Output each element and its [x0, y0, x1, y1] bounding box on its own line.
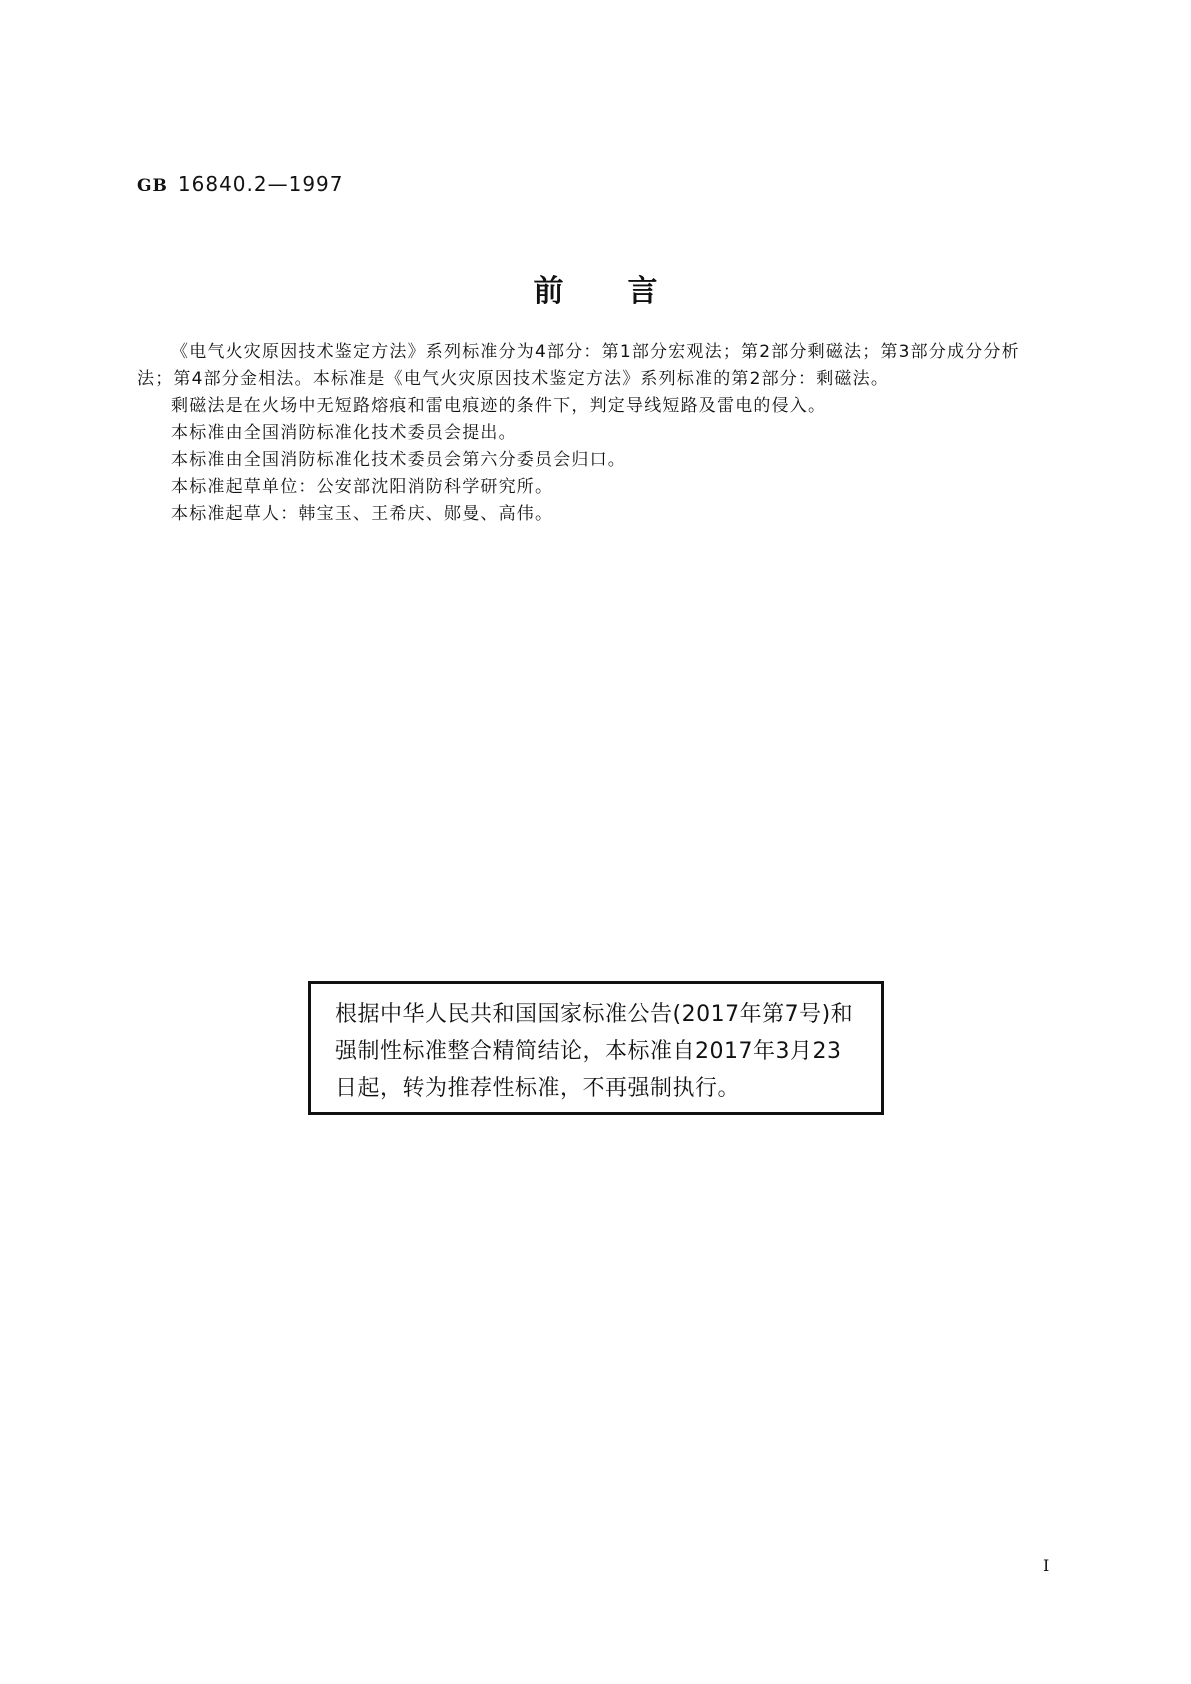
preface-body — [137, 339, 1055, 528]
standard-code — [137, 172, 344, 196]
page-number: I — [1043, 1556, 1050, 1575]
preface-paragraph: 剩磁法是在火场中无短路熔痕和雷电痕迹的条件下，判定导线短路及雷电的侵入。 — [171, 396, 827, 416]
notice-box — [308, 981, 884, 1115]
notice-text: 根据中华人民共和国国家标准公告(2017年第7号)和强制性标准整合精简结论，本标准自2017年3月23日起，转为推荐性标准，不再强制执行。 — [335, 1002, 854, 1101]
standard-number: 16840.2—1997 — [177, 172, 344, 196]
preface-paragraph: 本标准起草单位：公安部沈阳消防科学研究所。 — [171, 477, 554, 497]
preface-paragraph: 本标准由全国消防标准化技术委员会提出。 — [171, 423, 517, 443]
preface-paragraph: 本标准由全国消防标准化技术委员会第六分委员会归口。 — [171, 450, 626, 470]
preface-paragraph: 《电气火灾原因技术鉴定方法》系列标准分为4部分：第1部分宏观法；第2部分剩磁法；第3部分成分分析法；第4部分金相法。本标准是《电气火灾原因技术鉴定方法》系列标准的第2部分：剩磁法。 — [137, 342, 1020, 389]
page-title: 前言 — [533, 274, 722, 309]
preface-paragraph: 本标准起草人：韩宝玉、王希庆、郧曼、高伟。 — [171, 504, 554, 524]
gb-label: GB — [137, 176, 168, 196]
